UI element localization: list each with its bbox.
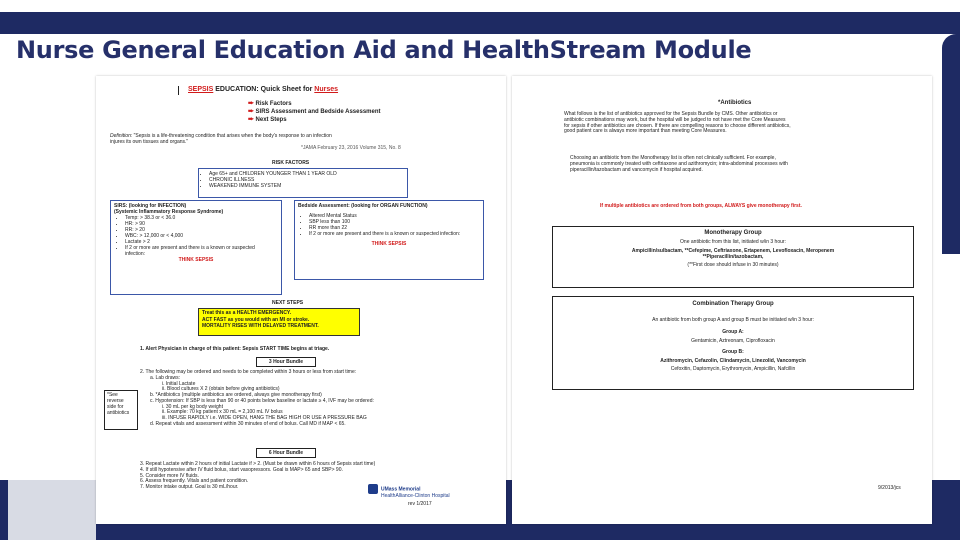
quick-sheet-bullets: ➨ Risk Factors ➨ SIRS Assessment and Bedside Assessment ➨ Next Steps (248, 100, 381, 124)
slide-title: Nurse General Education Aid and HealthStream Module (16, 36, 752, 64)
six-hour-bundle-label: 6 Hour Bundle (256, 448, 316, 458)
monotherapy-group-box: Monotherapy Group One antibiotic from this list, initiated w/in 3 hour: Ampicillin/sulbactam, **Cefepime, Ceftriaxone, Ertapenem, Levofloxacin, Meropenem **Piperacillin/tazobactam, (**First dose should infuse in 30 minutes) (552, 226, 914, 288)
left-edge-bar (0, 480, 8, 540)
top-banner-bar (0, 12, 960, 34)
sepsis-definition: Definition: "Sepsis is a life-threatening condition that arises when the body's response to an infection injures its own tissues and organs." (110, 133, 332, 145)
antibiotics-page (512, 76, 932, 524)
definition-citation: *JAMA February 23, 2016 Volume 315, No. 8 (301, 145, 401, 151)
revision-date: rev 1/2017 (408, 501, 432, 507)
risk-factors-title: RISK FACTORS (272, 160, 310, 166)
three-hour-bundle-label: 3 Hour Bundle (256, 357, 316, 367)
antibiotics-intro: What follows is the list of antibiotics approved for the Sepsis Bundle by CMS. Other antibiotics or antibiotic combinations may work, but the hospital will be judged to not have met the Core Measures for sepsis if other antibiotics are chosen. If there are compelling reasons to choose different antibiotics, good patient care is always more important than meeting Core Measures. (564, 111, 791, 135)
step-three-hour-orders: 2. The following may be ordered and needs to be completed within 3 hours or less from start time: a. Lab draws: i. Initial Lactate ii. Blood cultures X 2 (obtain before giving antibiotics) b. *Antibiotics (multiple antibiotics are ordered, always give monotherapy first) c. Hypotension: If SBP is less than 90 or 40 points below baseline or lactate ≥ 4, IVF may be ordered: i. 30 mL per kg body weight ii. Example: 70 kg patient x 30 mL = 2,100 mL IV bolus iii. INFUSE RAPIDLY i.e. WIDE OPEN, HANG THE BAG HIGH OR USE A PRESSURE BAG d. Repeat vitals and assessment within 30 minutes of end of bolus. Call MD if MAP < 65. (140, 369, 374, 427)
antibiotics-side-note: *See reverse side for antibiotics (104, 390, 138, 430)
right-accent-bar (942, 34, 960, 254)
sepsis-quick-sheet-page (96, 76, 506, 524)
step-alert-physician: 1. Alert Physician in charge of this patient: Sepsis START TIME begins at triage. (140, 346, 330, 352)
next-steps-title: NEXT STEPS (272, 300, 304, 306)
combination-therapy-box: Combination Therapy Group An antibiotic from both group A and group B must be initiated w/in 3 hour: Group A: Gentamicin, Aztreonam, Ciprofloxacin Group B: Azithromycin, Cefazolin, Clindamycin, Linezolid, Vancomycin Cefoxitin, Daptomycin, Erythromycin, Ampicillin, Nafcillin (552, 296, 914, 390)
hospital-logo: UMass Memorial HealthAlliance-Clinton Hospital (368, 484, 450, 500)
step-six-hour-actions: 3. Repeat Lactate within 2 hours of initial Lactate if > 2. (Must be drawn within 6 hours of Sepsis start time) 4. If still hypotensive after IV fluid bolus, start vasopressors. Goal is MAP> 65 and SBP> 90. 5. Consider more IV fluids. 6. Assess frequently. Vitals and patient condition. 7. Monitor intake output. Goal is 30 mL/hour. (140, 461, 376, 490)
bottom-band-light-panel (0, 480, 96, 540)
quick-sheet-heading: SEPSIS EDUCATION: Quick Sheet for Nurses (188, 86, 338, 94)
health-emergency-box: Treat this as a HEALTH EMERGENCY. ACT FAST as you would with an MI or stroke. MORTALITY RISES WITH DELAYED TREATMENT. (198, 308, 360, 336)
risk-factors-box: • Age 65+ and CHILDREN YOUNGER THAN 1 YEAR OLD • CHRONIC ILLNESS • WEAKENED IMMUNE SYSTEM (198, 168, 408, 198)
sirs-box: SIRS: (looking for INFECTION) (Systemic Inflammatory Response Syndrome) • Temp: > 38.3 or < 36.0 • HR: > 90 • RR: > 20 • WBC: > 12,000 or < 4,000 • Lactate > 2 • If 2 or more are present and there is a known or suspected infection: THINK SEPSIS (110, 200, 282, 295)
antibiotics-date: 9/2013/jcs (878, 485, 901, 491)
bedside-assessment-box: Bedside Assessment: (looking for ORGAN FUNCTION) • Altered Mental Status • SBP less than 100 • RR more than 22 • If 2 or more are present and there is a known or suspected infection: THINK SEPSIS (294, 200, 484, 280)
multiple-antibiotics-warning: If multiple antibiotics are ordered from both groups, ALWAYS give monotherapy first. (600, 203, 802, 209)
antibiotics-title: *Antibiotics (718, 100, 752, 106)
hospital-logo-icon (368, 484, 378, 494)
monotherapy-note: Choosing an antibiotic from the Monotherapy list is often not clinically sufficient. For example, pneumonia is commonly treated with ceftriaxone and azithromycin; intra-abdominal processes with piperacillin/tazobactam and vancomycin if hospital acquired. (570, 155, 788, 173)
